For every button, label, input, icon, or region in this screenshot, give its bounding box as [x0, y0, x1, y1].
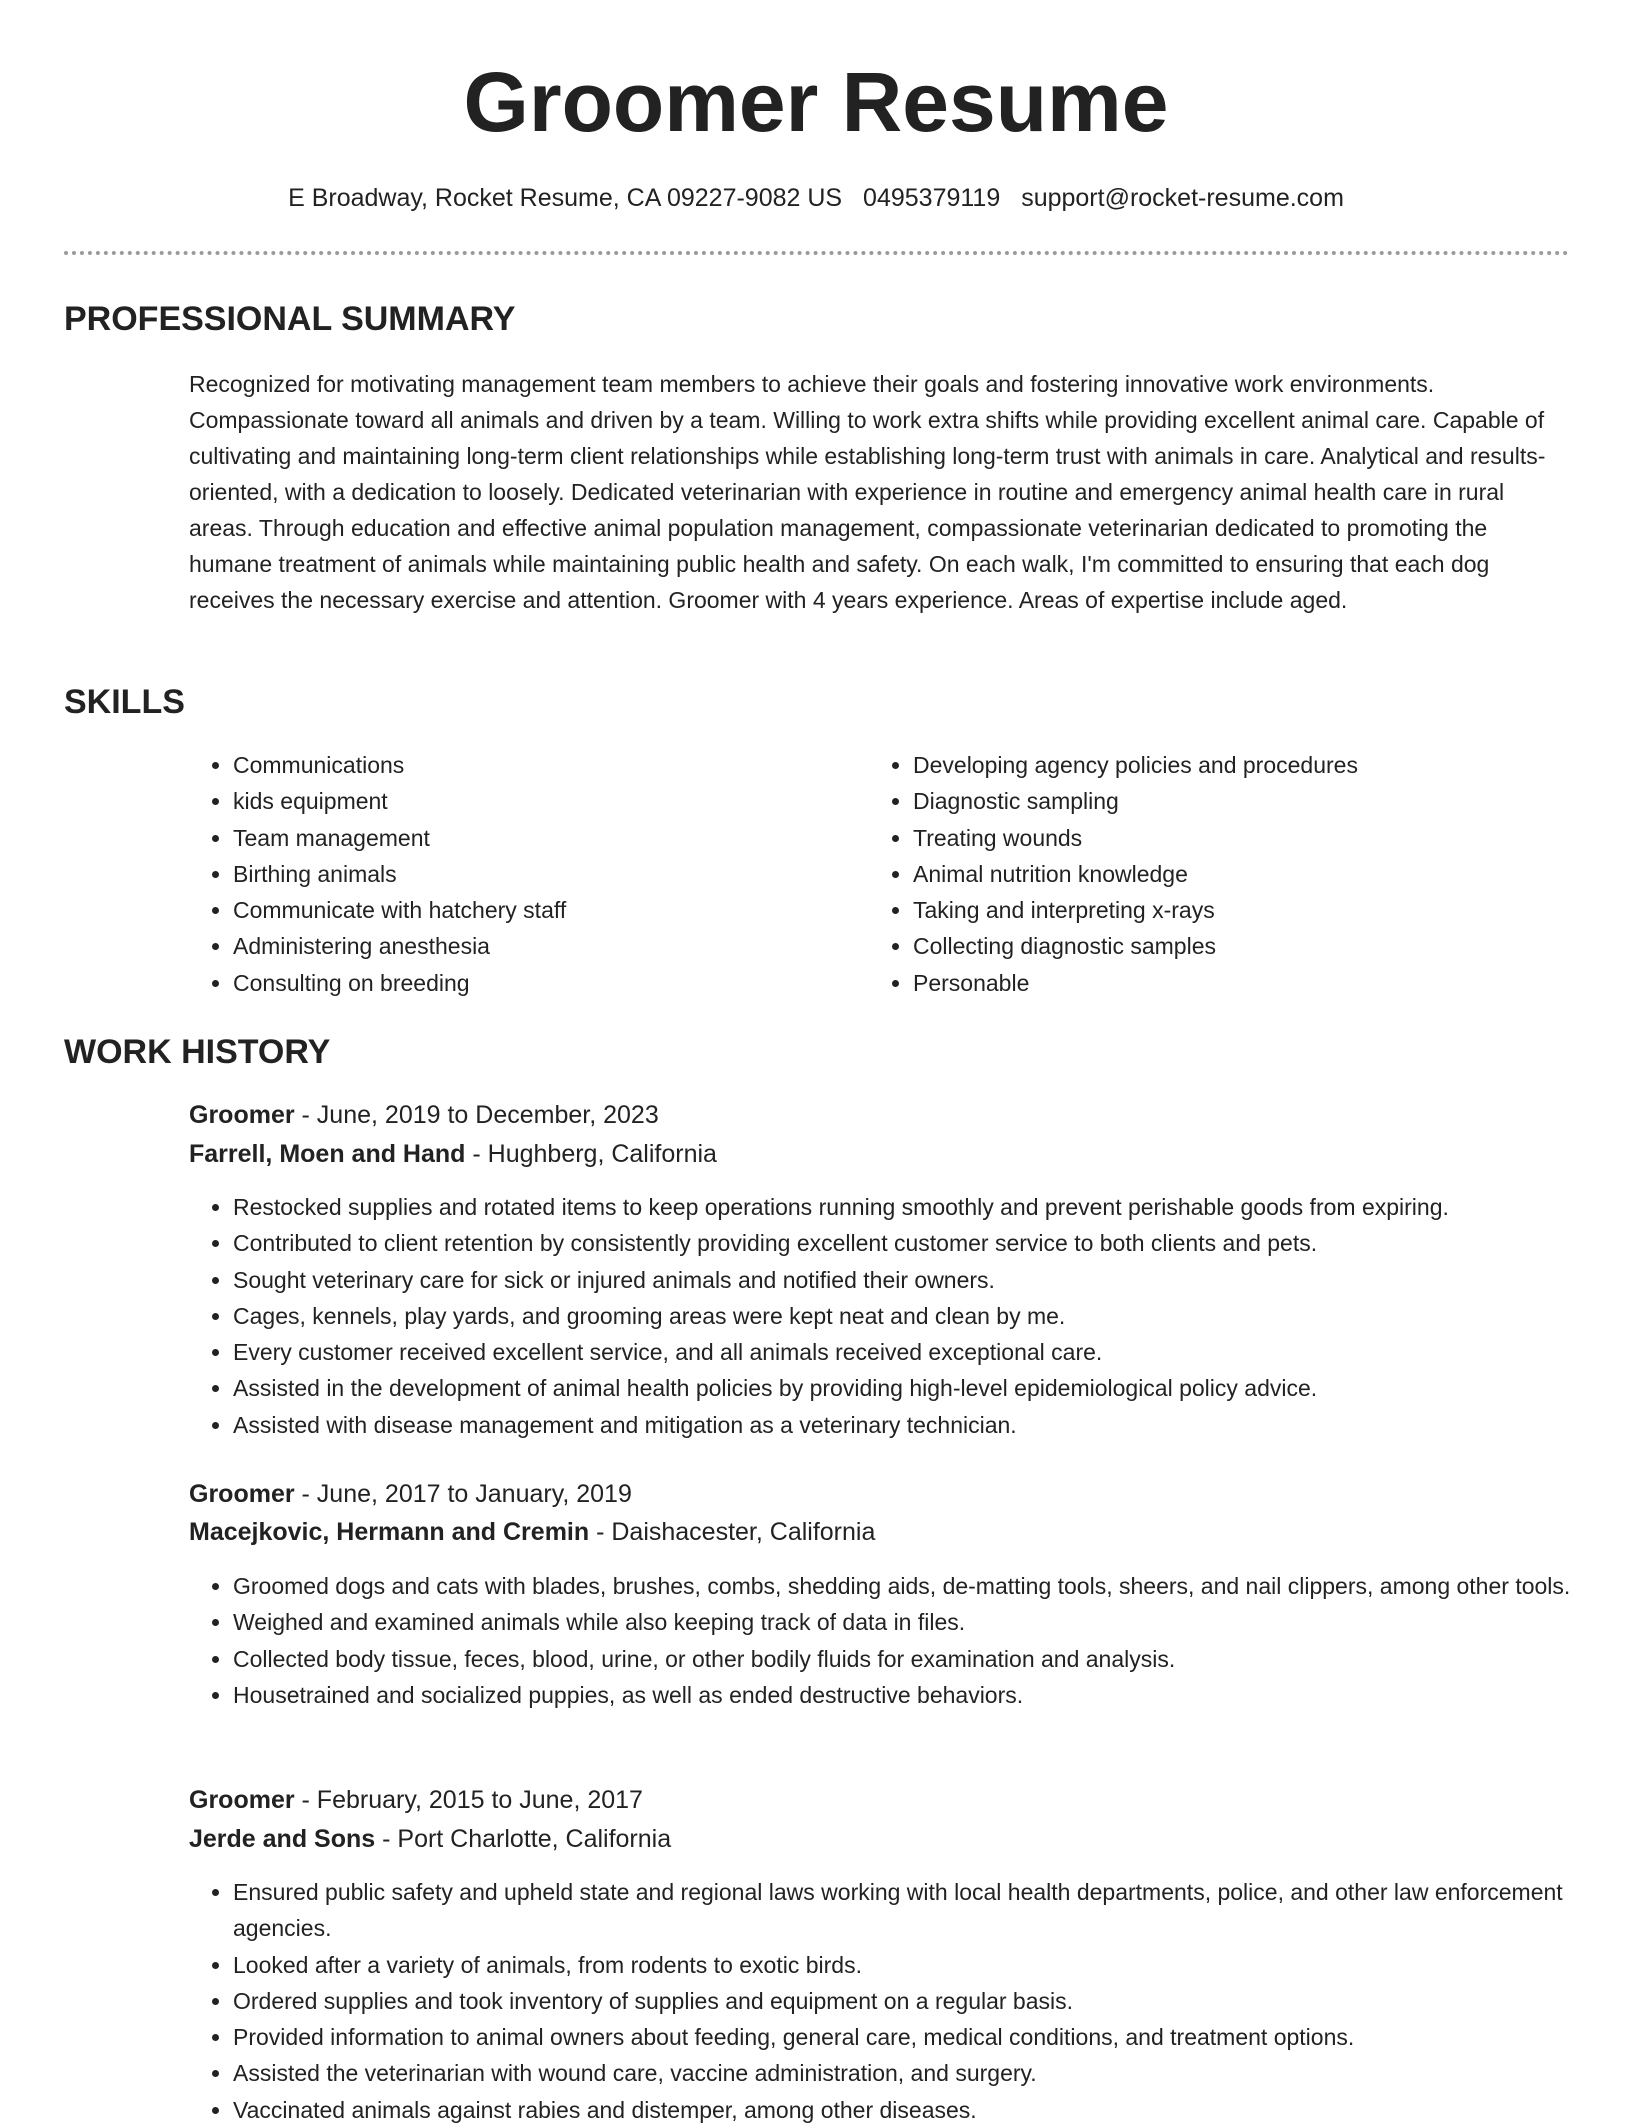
- skill-item: • Consulting on breeding: [233, 965, 853, 1001]
- job-title: Groomer: [189, 1101, 295, 1129]
- duty-item: • Vaccinated animals against rabies and distemper, among other diseases.: [233, 2092, 1613, 2128]
- job-dates: - June, 2017 to January, 2019: [294, 1480, 632, 1508]
- work-history-heading: WORK HISTORY: [64, 1033, 331, 1071]
- duty-item: • Weighed and examined animals while also keeping track of data in files.: [233, 1604, 1613, 1640]
- job-location: - Daishacester, California: [589, 1518, 876, 1546]
- job-duties-list: [189, 1874, 1613, 2128]
- duty-item: • Provided information to animal owners about feeding, general care, medical conditions, and treatment options.: [233, 2019, 1613, 2055]
- summary-text: Recognized for motivating management team members to achieve their goals and fostering innovative work environments. Compassionate toward all animals and driven by a team. Willing to work extra shifts while providing excellent animal care. Capable of cultivating and maintaining long-term client relationships while establishing long-term trust with animals in care. Analytical and results-oriented, with a dedication to loosely. Dedicated veterinarian with experience in routine and emergency animal health care in rural areas. Through education and effective animal population management, compassionate veterinarian dedicated to promoting the humane treatment of animals while maintaining public health and safety. On each walk, I'm committed to ensuring that each dog receives the necessary exercise and attention. Groomer with 4 years experience. Areas of expertise include aged.: [189, 371, 1546, 613]
- job-company: Jerde and Sons: [189, 1825, 376, 1853]
- job-company: Farrell, Moen and Hand: [189, 1140, 466, 1168]
- job-company: Macejkovic, Hermann and Cremin: [189, 1518, 590, 1546]
- skill-item: • Taking and interpreting x-rays: [913, 892, 1603, 928]
- skill-item: • Animal nutrition knowledge: [913, 856, 1603, 892]
- resume-title: Groomer Resume: [463, 55, 1169, 149]
- job-duties-list: [189, 1568, 1613, 1713]
- header-divider: [64, 251, 1569, 255]
- job-title: Groomer: [189, 1786, 295, 1814]
- skill-item: • Collecting diagnostic samples: [913, 928, 1603, 964]
- skills-heading: SKILLS: [64, 683, 185, 721]
- job-company-line: [189, 1822, 671, 1856]
- duty-item: • Ordered supplies and took inventory of supplies and equipment on a regular basis.: [233, 1983, 1613, 2019]
- job-title: Groomer: [189, 1480, 295, 1508]
- duty-item: • Collected body tissue, feces, blood, urine, or other bodily fluids for examination and analysis.: [233, 1641, 1613, 1677]
- skill-item: • Diagnostic sampling: [913, 783, 1603, 819]
- skill-item: • Birthing animals: [233, 856, 853, 892]
- duty-item: • Groomed dogs and cats with blades, brushes, combs, shedding aids, de-matting tools, sheers, and nail clippers, among other tools.: [233, 1568, 1613, 1604]
- contact-email: support@rocket-resume.com: [1021, 184, 1344, 212]
- duty-item: • Restocked supplies and rotated items to keep operations running smoothly and prevent perishable goods from expiring.: [233, 1189, 1613, 1225]
- skills-list-left: [189, 747, 853, 1001]
- skill-item: • Team management: [233, 820, 853, 856]
- skill-item: • Administering anesthesia: [233, 928, 853, 964]
- duty-item: • Assisted with disease management and mitigation as a veterinary technician.: [233, 1407, 1613, 1443]
- skill-item: • Treating wounds: [913, 820, 1603, 856]
- skill-item: • Personable: [913, 965, 1603, 1001]
- skill-item: • Developing agency policies and procedures: [913, 747, 1603, 783]
- job-title-line: [189, 1477, 632, 1511]
- skill-item: • Communications: [233, 747, 853, 783]
- duty-item: • Housetrained and socialized puppies, as well as ended destructive behaviors.: [233, 1677, 1613, 1713]
- duty-item: • Every customer received excellent service, and all animals received exceptional care.: [233, 1334, 1613, 1370]
- job-dates: - June, 2019 to December, 2023: [294, 1101, 659, 1129]
- skill-item: • kids equipment: [233, 783, 853, 819]
- job-company-line: [189, 1515, 875, 1549]
- duty-item: • Ensured public safety and upheld state and regional laws working with local health departments, police, and other law enforcement agencies.: [233, 1874, 1613, 1947]
- job-location: - Port Charlotte, California: [375, 1825, 672, 1853]
- skills-list-right: [869, 747, 1603, 1001]
- skill-item: • Communicate with hatchery staff: [233, 892, 853, 928]
- duty-item: • Assisted the veterinarian with wound care, vaccine administration, and surgery.: [233, 2055, 1613, 2091]
- contact-phone: 0495379119: [863, 184, 1001, 212]
- duty-item: • Contributed to client retention by consistently providing excellent customer service to both clients and pets.: [233, 1225, 1613, 1261]
- job-location: - Hughberg, California: [465, 1140, 717, 1168]
- duty-item: • Looked after a variety of animals, from rodents to exotic birds.: [233, 1947, 1613, 1983]
- job-company-line: [189, 1137, 717, 1171]
- duty-item: • Cages, kennels, play yards, and grooming areas were kept neat and clean by me.: [233, 1298, 1613, 1334]
- contact-line: [0, 182, 1632, 214]
- summary-heading: PROFESSIONAL SUMMARY: [64, 300, 516, 338]
- contact-address: E Broadway, Rocket Resume, CA 09227-9082 US: [288, 184, 843, 212]
- job-duties-list: [189, 1189, 1613, 1443]
- job-title-line: [189, 1783, 643, 1817]
- duty-item: • Assisted in the development of animal health policies by providing high-level epidemiological policy advice.: [233, 1370, 1613, 1406]
- job-title-line: [189, 1098, 659, 1132]
- duty-item: • Sought veterinary care for sick or injured animals and notified their owners.: [233, 1262, 1613, 1298]
- job-dates: - February, 2015 to June, 2017: [294, 1786, 643, 1814]
